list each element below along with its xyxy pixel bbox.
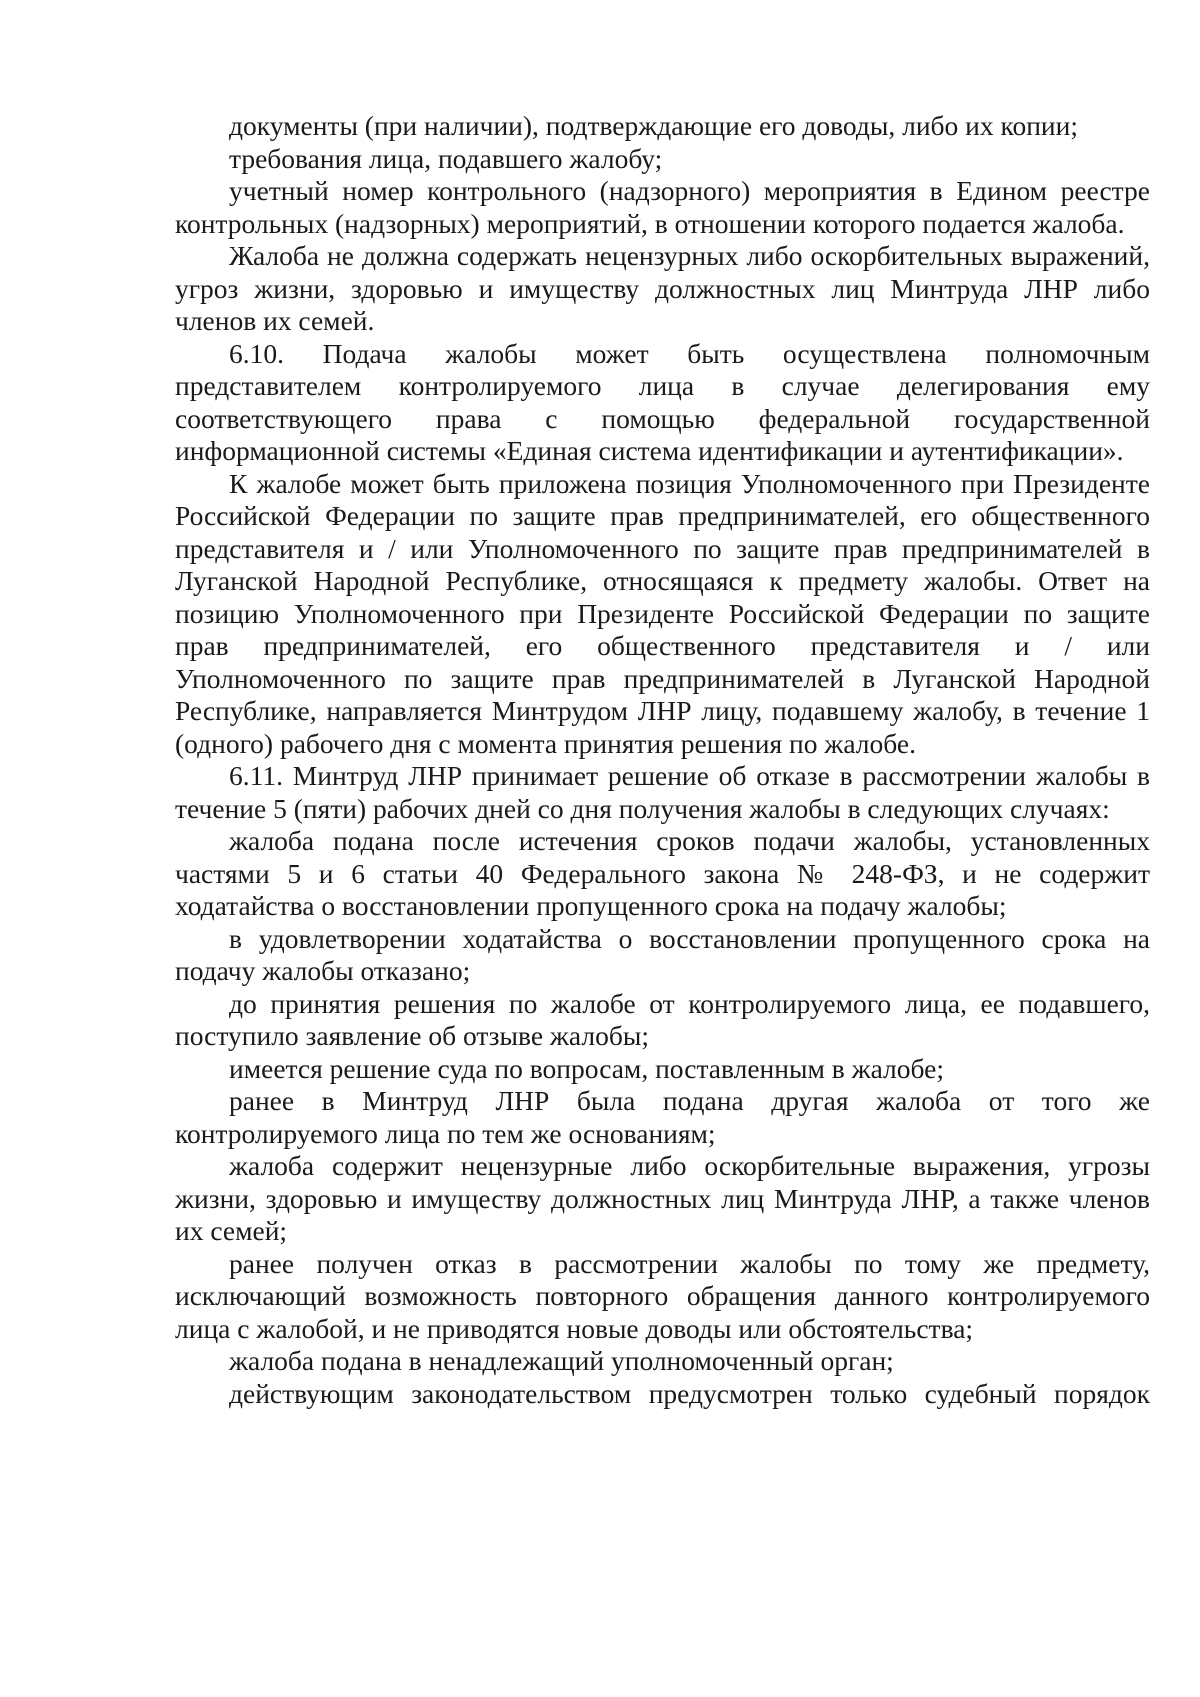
paragraph-case-petition-refused: в удовлетворении ходатайства о восстановлении пропущенного срока на подачу жалобы отказано; bbox=[175, 922, 1150, 986]
paragraph-registry-number: учетный номер контрольного (надзорного) мероприятия в Едином реестре контрольных (надзорных) мероприятий, в отношении которого подается жалоба. bbox=[175, 175, 1150, 239]
paragraph-case-offensive: жалоба содержит нецензурные либо оскорбительные выражения, угрозы жизни, здоровью и имуществу должностных лиц Минтруда ЛНР, а также членов их семей; bbox=[175, 1150, 1150, 1246]
paragraph-case-withdrawn: до принятия решения по жалобе от контролируемого лица, ее подавшего, поступило заявление об отзыве жалобы; bbox=[175, 987, 1150, 1051]
paragraph-case-court-only: действующим законодательством предусмотрен только судебный порядок bbox=[229, 1377, 1150, 1409]
paragraph-case-wrong-authority: жалоба подана в ненадлежащий уполномоченный орган; bbox=[229, 1345, 894, 1376]
paragraph-documents: документы (при наличии), подтверждающие его доводы, либо их копии; bbox=[229, 110, 1079, 141]
paragraph-case-prior-refusal: ранее получен отказ в рассмотрении жалобы по тому же предмету, исключающий возможность повторного обращения данного контролируемого лица с жалобой, и не приводятся новые доводы или обстоятельства; bbox=[175, 1247, 1150, 1344]
paragraph-ombudsman-position: К жалобе может быть приложена позиция Уполномоченного при Президенте Российской Федерации по защите прав предпринимателей, его общественного представителя и / или Уполномоченного по защите прав предпринимателей в Луганской Народной Республике, относящаяся к предмету жалобы. Ответ на позицию Уполномоченного при Президенте Российской Федерации по защите прав предпринимателей, его общественного представителя и / или Уполномоченного по защите прав предпринимателей в Луганской Народной Республике, направляется Минтрудом ЛНР лицу, подавшему жалобу, в течение 1 (одного) рабочего дня с момента принятия решения по жалобе. bbox=[175, 467, 1150, 759]
paragraph-6-10: 6.10. Подача жалобы может быть осуществлена полномочным представителем контролируемого лица в случае делегирования ему соответствующего права с помощью федеральной государственной информационной системы «Единая система идентификации и аутентификации». bbox=[175, 337, 1150, 466]
paragraph-no-offensive: Жалоба не должна содержать нецензурных либо оскорбительных выражений, угроз жизни, здоровью и имуществу должностных лиц Минтруда ЛНР либо членов их семей. bbox=[175, 240, 1150, 336]
paragraph-case-deadline: жалоба подана после истечения сроков подачи жалобы, установленных частями 5 и 6 статьи 40 Федерального закона № 248-ФЗ, и не содержит ходатайства о восстановлении пропущенного срока на подачу жалобы; bbox=[175, 825, 1150, 921]
document-body bbox=[175, 110, 1150, 1410]
paragraph-requirements: требования лица, подавшего жалобу; bbox=[229, 142, 663, 174]
paragraph-case-court-decision: имеется решение суда по вопросам, поставленным в жалобе; bbox=[229, 1052, 944, 1084]
paragraph-6-11: 6.11. Минтруд ЛНР принимает решение об отказе в рассмотрении жалобы в течение 5 (пяти) рабочих дней со дня получения жалобы в следующих случаях: bbox=[175, 760, 1150, 824]
paragraph-case-duplicate: ранее в Минтруд ЛНР была подана другая жалоба от того же контролируемого лица по тем же основаниям; bbox=[175, 1085, 1150, 1149]
